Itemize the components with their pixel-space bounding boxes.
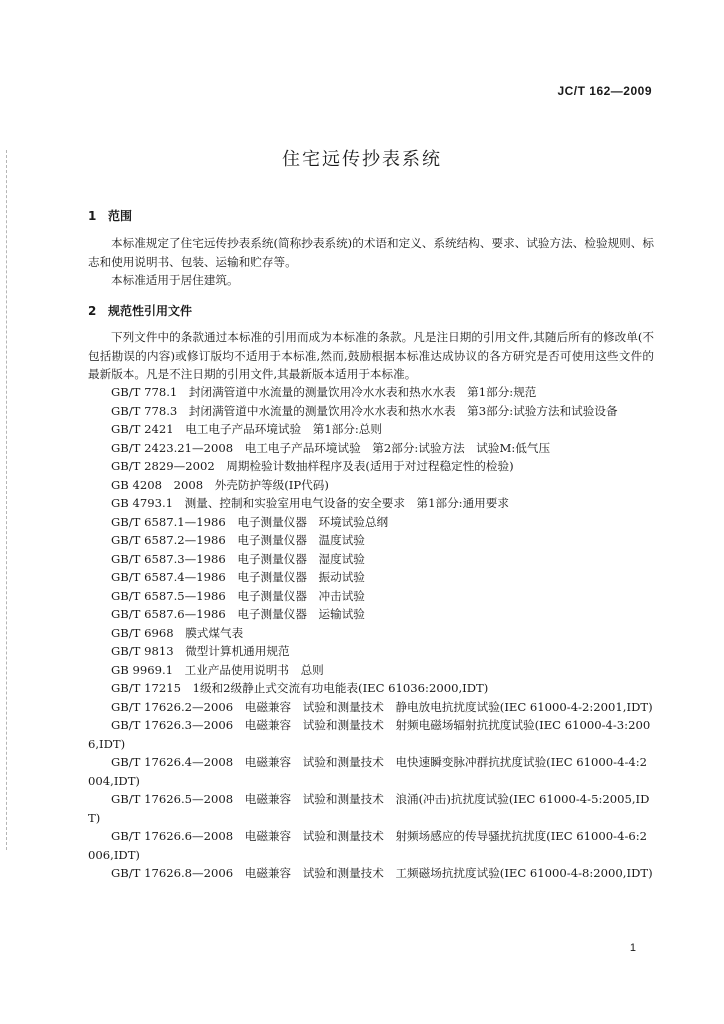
- reference-item: GB/T 9813 微型计算机通用规范: [111, 644, 290, 658]
- reference-item: GB/T 17626.5—2008 电磁兼容 试验和测量技术 浪涌(冲击)抗扰度试验(IEC 61000-4-5:2005,IDT): [88, 792, 650, 825]
- page-number: 1: [629, 942, 636, 954]
- binding-edge-line: [6, 150, 8, 850]
- reference-item: GB/T 17626.3—2006 电磁兼容 试验和测量技术 射频电磁场辐射抗扰度试验(IEC 61000-4-3:2006,IDT): [88, 718, 651, 751]
- section-2-number: 2: [88, 304, 97, 318]
- reference-item: GB/T 17626.4—2008 电磁兼容 试验和测量技术 电快速瞬变脉冲群抗扰度试验(IEC 61000-4-4:2004,IDT): [88, 755, 648, 788]
- reference-item: GB/T 6968 膜式煤气表: [111, 625, 244, 640]
- section-2-heading: [88, 302, 192, 319]
- section-1-title: 范围: [108, 209, 133, 223]
- scope-paragraph-2: 本标准适用于居住建筑。: [111, 273, 239, 287]
- reference-item: GB/T 6587.1—1986 电子测量仪器 环境试验总纲: [111, 514, 389, 529]
- reference-item: GB/T 2423.21—2008 电工电子产品环境试验 第2部分:试验方法 试验M:低气压: [111, 440, 551, 455]
- reference-item: GB 4793.1 测量、控制和实验室用电气设备的安全要求 第1部分:通用要求: [111, 496, 509, 510]
- reference-item: GB/T 17215 1级和2级静止式交流有功电能表(IEC 61036:2000,IDT): [111, 681, 489, 695]
- section-1-number: 1: [88, 209, 97, 223]
- reference-item: GB/T 6587.5—1986 电子测量仪器 冲击试验: [111, 588, 365, 603]
- reference-item: GB/T 6587.2—1986 电子测量仪器 温度试验: [111, 533, 365, 547]
- reference-item: GB/T 6587.4—1986 电子测量仪器 振动试验: [111, 570, 365, 584]
- document-title: 住宅远传抄表系统: [282, 149, 442, 170]
- reference-item: GB/T 6587.6—1986 电子测量仪器 运输试验: [111, 607, 365, 621]
- reference-item: GB/T 778.3 封闭满管道中水流量的测量饮用冷水水表和热水水表 第3部分:试验方法和试验设备: [111, 403, 618, 418]
- standard-number: JC/T 162—2009: [557, 84, 652, 98]
- reference-item: GB 4208 2008 外壳防护等级(IP代码): [111, 477, 329, 492]
- section-2-title: 规范性引用文件: [108, 304, 193, 318]
- reference-item: GB/T 2829—2002 周期检验计数抽样程序及表(适用于对过程稳定性的检验): [111, 459, 514, 473]
- section-1-heading: [88, 207, 132, 224]
- references-intro: 下列文件中的条款通过本标准的引用而成为本标准的条款。凡是注日期的引用文件,其随后所有的修改单(不包括勘误的内容)或修订版均不适用于本标准,然而,鼓励根据本标准达成协议的各方研究是否可使用这些文件的最新版本。凡是不注日期的引用文件,其最新版本适用于本标准。: [88, 330, 654, 381]
- reference-item: GB/T 17626.8—2006 电磁兼容 试验和测量技术 工频磁场抗扰度试验(IEC 61000-4-8:2000,IDT): [111, 866, 653, 880]
- reference-item: GB/T 17626.2—2006 电磁兼容 试验和测量技术 静电放电抗扰度试验(IEC 61000-4-2:2001,IDT): [111, 699, 653, 714]
- reference-item: GB/T 17626.6—2008 电磁兼容 试验和测量技术 射频场感应的传导骚扰抗扰度(IEC 61000-4-6:2006,IDT): [88, 829, 648, 862]
- reference-item: GB/T 6587.3—1986 电子测量仪器 湿度试验: [111, 551, 365, 566]
- reference-item: GB 9969.1 工业产品使用说明书 总则: [111, 662, 324, 677]
- reference-item: GB/T 2421 电工电子产品环境试验 第1部分:总则: [111, 422, 382, 436]
- reference-list: [88, 383, 654, 883]
- scope-paragraph-1: 本标准规定了住宅远传抄表系统(简称抄表系统)的术语和定义、系统结构、要求、试验方法、检验规则、标志和使用说明书、包装、运输和贮存等。: [88, 236, 654, 269]
- reference-item: GB/T 778.1 封闭满管道中水流量的测量饮用冷水水表和热水水表 第1部分:规范: [111, 385, 537, 399]
